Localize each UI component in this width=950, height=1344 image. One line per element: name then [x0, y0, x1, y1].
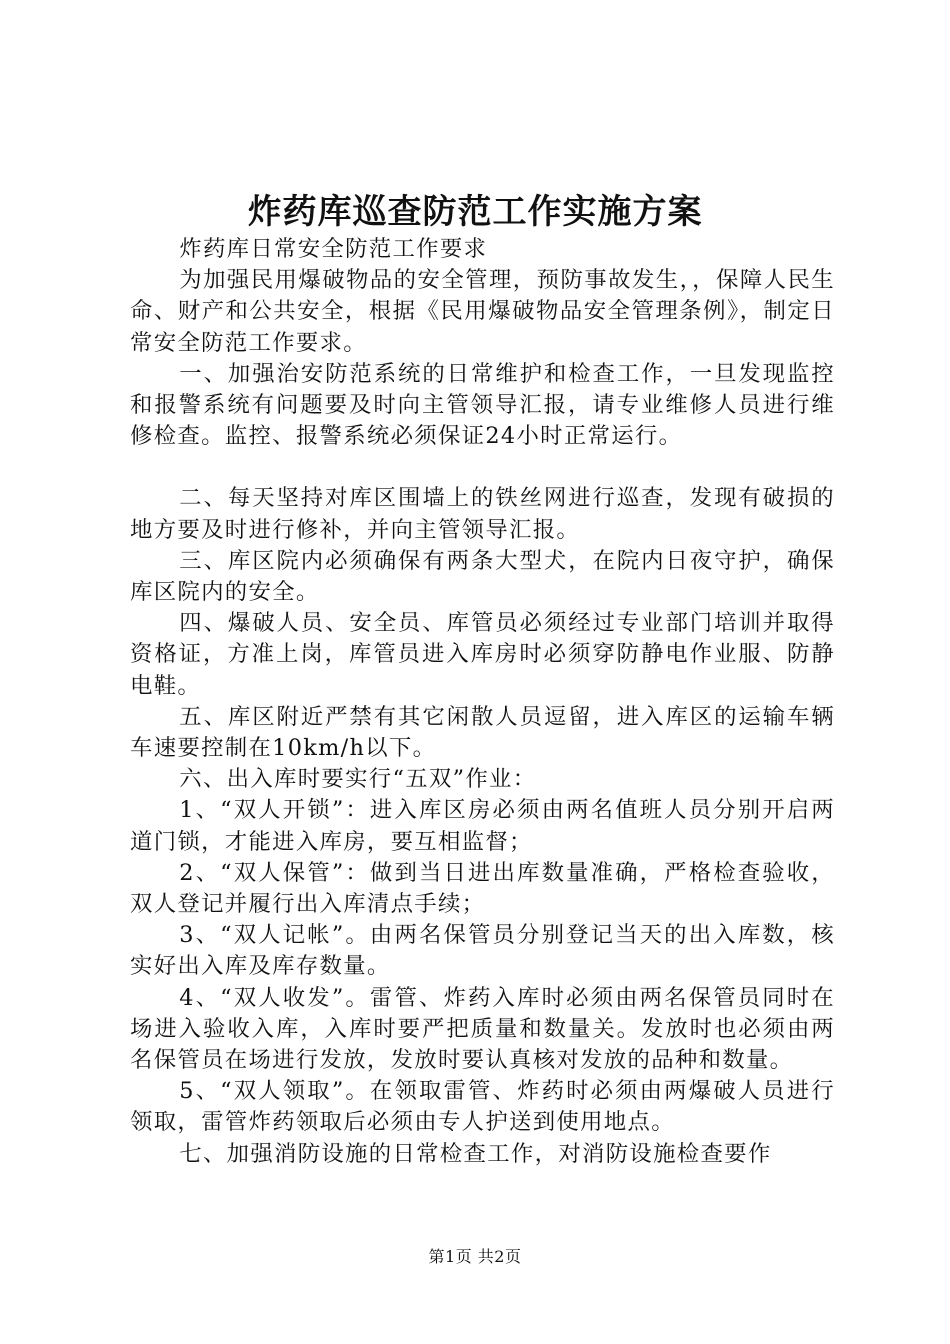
paragraph-item-5: 五、库区附近严禁有其它闲散人员逗留，进入库区的运输车辆车速要控制在10km/h以下。	[130, 703, 835, 762]
document-body	[130, 234, 835, 1170]
paragraph-subitem-4: 4、“双人收发”。雷管、炸药入库时必须由两名保管员同时在场进入验收入库，入库时要严把质量和数量关。发放时也必须由两名保管员在场进行发放，发放时要认真核对发放的品种和数量。	[130, 984, 835, 1074]
paragraph-subitem-3: 3、“双人记帐”。由两名保管员分别登记当天的出入库数，核实好出入库及库存数量。	[130, 922, 835, 980]
document-title: 炸药库巡查防范工作实施方案	[247, 192, 703, 232]
paragraph-item-1: 一、加强治安防范系统的日常维护和检查工作，一旦发现监控和报警系统有问题要及时向主管领导汇报，请专业维修人员进行维修检查。监控、报警系统必须保证24小时正常运行。	[130, 360, 835, 450]
paragraph-item-7: 七、加强消防设施的日常检查工作，对消防设施检查要作	[179, 1140, 772, 1167]
page-footer: 第1页 共2页	[428, 1247, 522, 1266]
paragraph-subitem-2: 2、“双人保管”：做到当日进出库数量准确，严格检查验收，双人登记并履行出入库清点手续；	[130, 859, 835, 918]
paragraph-intro: 为加强民用爆破物品的安全管理，预防事故发生，，保障人民生命、财产和公共安全，根据《民用爆破物品安全管理条例》，制定日常安全防范工作要求。	[130, 267, 835, 356]
paragraph-item-6: 六、出入库时要实行“五双”作业：	[179, 766, 537, 793]
paragraph-item-2: 二、每天坚持对库区围墙上的铁丝网进行巡查，发现有破损的地方要及时进行修补，并向主管领导汇报。	[130, 485, 835, 543]
paragraph-item-4: 四、爆破人员、安全员、库管员必须经过专业部门培训并取得资格证，方准上岗，库管员进入库房时必须穿防静电作业服、防静电鞋。	[130, 610, 835, 699]
paragraph-subitem-1: 1、“双人开锁”：进入库区房必须由两名值班人员分别开启两道门锁，才能进入库房，要互相监督；	[130, 797, 835, 855]
paragraph-subtitle: 炸药库日常安全防范工作要求	[179, 236, 488, 262]
paragraph-item-3: 三、库区院内必须确保有两条大型犬，在院内日夜守护，确保库区院内的安全。	[130, 547, 835, 606]
paragraph-subitem-5: 5、“双人领取”。在领取雷管、炸药时必须由两爆破人员进行领取，雷管炸药领取后必须由专人护送到使用地点。	[130, 1078, 835, 1136]
